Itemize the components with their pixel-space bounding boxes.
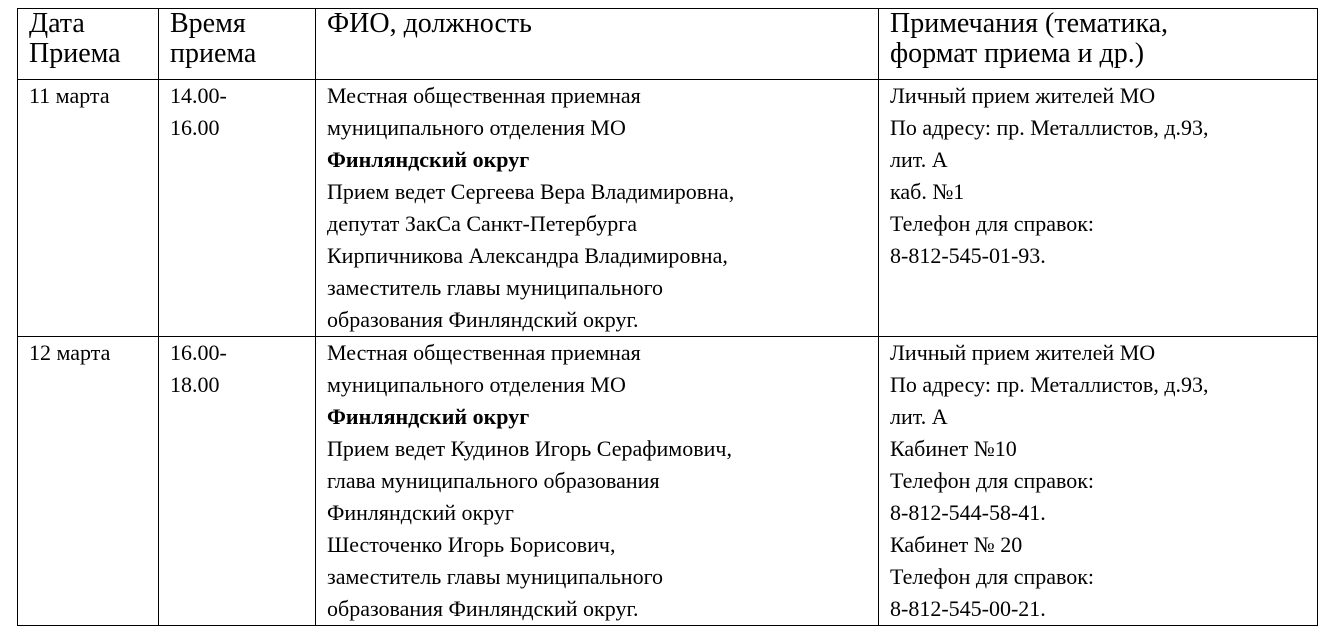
- header-time-line: Время: [170, 8, 246, 39]
- notes-line: Телефон для справок:: [890, 468, 1095, 493]
- fio-line-district: Финляндский округ: [327, 404, 530, 429]
- table-row: [18, 337, 1318, 626]
- fio-line: заместитель главы муниципального: [327, 275, 664, 300]
- fio-line: Прием ведет Сергеева Вера Владимировна,: [327, 179, 735, 204]
- notes-line: лит. А: [890, 404, 948, 429]
- notes-line: Телефон для справок:: [890, 211, 1095, 236]
- header-notes: [879, 9, 1318, 80]
- notes-line: Личный прием жителей МО: [890, 340, 1156, 365]
- time-line: 16.00-: [170, 340, 227, 365]
- fio-line: Кирпичникова Александра Владимировна,: [327, 243, 728, 268]
- notes-line: лит. А: [890, 147, 948, 172]
- cell-date: [18, 80, 159, 337]
- fio-line: Прием ведет Кудинов Игорь Серафимович,: [327, 436, 732, 461]
- cell-notes: [879, 337, 1318, 626]
- cell-fio: [316, 337, 879, 626]
- notes-line: Кабинет № 20: [890, 532, 1023, 557]
- fio-line: образования Финляндский округ.: [327, 596, 639, 621]
- notes-line: Личный прием жителей МО: [890, 83, 1156, 108]
- header-date-line: Дата: [29, 8, 85, 39]
- cell-date: [18, 337, 159, 626]
- fio-line: заместитель главы муниципального: [327, 564, 664, 589]
- header-time-line: приема: [170, 38, 257, 69]
- table-header-row: [18, 9, 1318, 80]
- fio-line: муниципального отделения МО: [327, 115, 626, 140]
- cell-time: [159, 337, 316, 626]
- time-line: 18.00: [170, 372, 220, 397]
- fio-line: Местная общественная приемная: [327, 340, 641, 365]
- reception-schedule-table: [17, 8, 1318, 626]
- fio-line: Финляндский округ: [327, 500, 514, 525]
- time-line: 14.00-: [170, 83, 227, 108]
- notes-line: По адресу: пр. Металлистов, д.93,: [890, 372, 1209, 397]
- notes-line: каб. №1: [890, 179, 965, 204]
- notes-line: Телефон для справок:: [890, 564, 1095, 589]
- fio-line: муниципального отделения МО: [327, 372, 626, 397]
- fio-line: Местная общественная приемная: [327, 83, 641, 108]
- fio-line: депутат ЗакСа Санкт-Петербурга: [327, 211, 638, 236]
- notes-line: 8-812-545-01-93.: [890, 243, 1046, 268]
- date-text: 12 марта: [29, 340, 111, 365]
- header-date: [18, 9, 159, 80]
- notes-line: По адресу: пр. Металлистов, д.93,: [890, 115, 1209, 140]
- date-text: 11 марта: [29, 83, 110, 108]
- header-fio: [316, 9, 879, 80]
- cell-fio: [316, 80, 879, 337]
- header-fio-line: ФИО, должность: [327, 8, 532, 39]
- fio-line-district: Финляндский округ: [327, 147, 530, 172]
- fio-line: Шесточенко Игорь Борисович,: [327, 532, 616, 557]
- fio-line: глава муниципального образования: [327, 468, 660, 493]
- cell-notes: [879, 80, 1318, 337]
- header-date-line: Приема: [29, 38, 121, 69]
- header-notes-line: формат приема и др.): [890, 38, 1145, 69]
- fio-line: образования Финляндский округ.: [327, 307, 639, 332]
- time-line: 16.00: [170, 115, 220, 140]
- notes-line: Кабинет №10: [890, 436, 1017, 461]
- notes-line: 8-812-544-58-41.: [890, 500, 1046, 525]
- header-time: [159, 9, 316, 80]
- cell-time: [159, 80, 316, 337]
- table-row: [18, 80, 1318, 337]
- notes-line: 8-812-545-00-21.: [890, 596, 1046, 621]
- header-notes-line: Примечания (тематика,: [890, 8, 1169, 39]
